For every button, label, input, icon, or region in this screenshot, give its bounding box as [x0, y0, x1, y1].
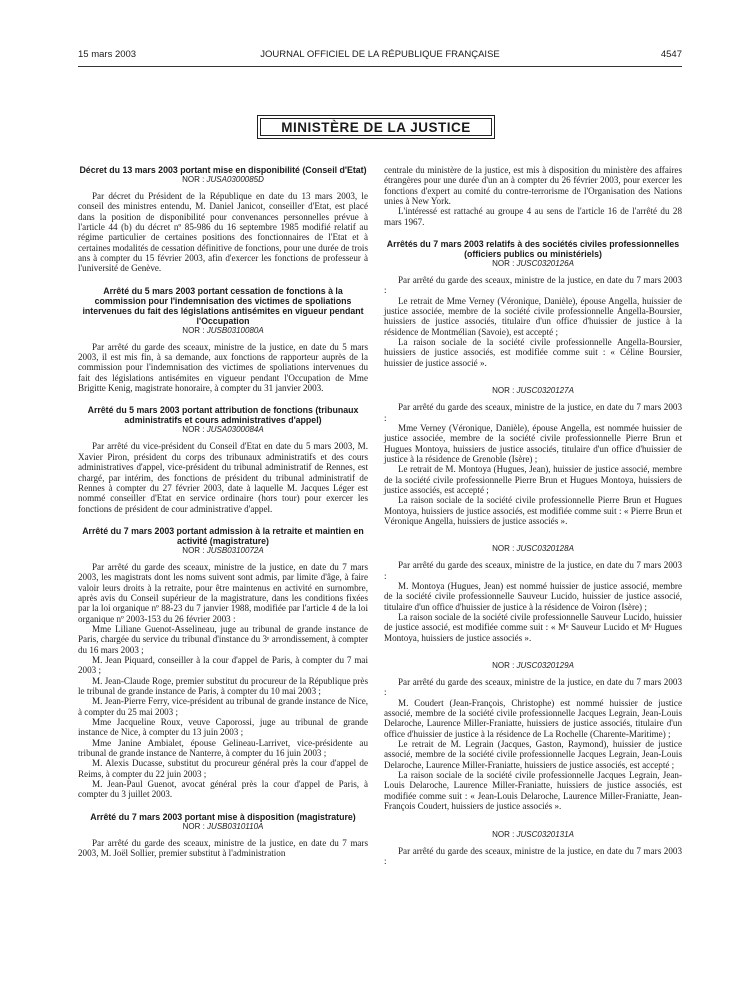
- right-column: [384, 165, 682, 866]
- paragraph: L'intéressé est rattaché au groupe 4 au sens de l'article 16 de l'arrêté du 28 mars 1967.: [384, 206, 682, 227]
- paragraph: M. Montoya (Hugues, Jean) est nommé huissier de justice associé, membre de la société civile professionnelle Sauveur Lucido, huissier de justice associé, titulaire d'un office d'huissier de justice à la résidence de Voiron (Isère) ;: [384, 580, 682, 612]
- nor-label: NOR :: [492, 259, 517, 269]
- section-title: Arrêtés du 7 mars 2003 relatifs à des sociétés civiles professionnelles (officiers publics ou ministériels): [386, 239, 680, 260]
- arrete-entry: [384, 830, 682, 867]
- issue-date: 15 mars 2003: [78, 49, 137, 60]
- section-title: Arrêté du 7 mars 2003 portant admission à la retraite et maintien en activité (magistrature): [82, 525, 364, 546]
- paragraph: La raison sociale de la société civile professionnelle Sauveur Lucido, huissier de justice associé, est modifiée comme suit : « Mᵉ Sauveur Lucido et Mᵉ Hugues Montoya, huissiers de justice associés ».: [384, 612, 682, 643]
- arrete-section: [78, 286, 368, 394]
- nor-label: NOR :: [182, 175, 207, 184]
- nor-reference: [384, 661, 682, 671]
- arrete-entry: [384, 386, 682, 526]
- paragraph: Par arrêté du vice-président du Conseil d'Etat en date du 5 mars 2003, M. Xavier Piron, président du corps des tribunaux administratifs et des cours administratives d'appel, vice-président du tribunal administratif de Rennes, est chargé, par intérim, des fonctions de président du tribunal administratif de Rennes à compter du 27 février 2003, date à laquelle M. Jacques Léger est nommé conseiller d'Etat en service ordinaire (hors tour) pour exercer les fonctions de président de cour administrative d'appel.: [78, 441, 368, 514]
- nor-label: NOR :: [182, 325, 207, 335]
- nor-reference: [384, 830, 682, 840]
- page-number: 4547: [660, 49, 682, 60]
- nor-code: JUSC0320126A: [516, 259, 574, 269]
- nor-label: NOR :: [182, 821, 208, 831]
- paragraph: La raison sociale de la société civile professionnelle Pierre Brun et Hugues Montoya, huissiers de justice associés, est modifiée comme suit : « Pierre Brun et Véronique Angella, huissiers de justice associés ».: [384, 495, 682, 526]
- nor-reference: [384, 259, 682, 269]
- ministry-heading: MINISTÈRE DE LA JUSTICE: [260, 118, 492, 136]
- ministry-heading-box: [257, 115, 495, 139]
- paragraph: Mme Janine Ambialet, épouse Gelineau-Larrivet, vice-présidente au tribunal de grande instance de Nanterre, à compter du 16 juin 2003 ;: [78, 737, 368, 759]
- journal-title: JOURNAL OFFICIEL DE LA RÉPUBLIQUE FRANÇAISE: [260, 49, 500, 60]
- paragraph: Par arrêté du garde des sceaux, ministre de la justice, en date du 7 mars 2003, les magistrats dont les noms suivent sont admis, par limite d'âge, à faire valoir leurs droits à la retraite, pour être maintenus en activité en surnombre, après avis du Conseil supérieur de la magistrature, dans les conditions fixées par la loi organique nº 88-23 du 7 janvier 1988, modifiée par l'article 4 de la loi organique nº 2003-153 du 26 février 2003 :: [78, 561, 368, 624]
- paragraph: centrale du ministère de la justice, est mis à disposition du ministère des affaires étrangères pour une durée d'un an à compter du 26 février 2003, pour exercer les fonctions d'expert au comité du contre-terrorisme de l'Organisation des Nations unies à New York.: [384, 165, 682, 207]
- nor-reference: [384, 386, 682, 396]
- paragraph: Le retrait de Mme Verney (Véronique, Danièle), épouse Angella, huissier de justice associée, membre de la société civile professionnelle Angella-Boursier, huissiers de justice associés, titulaire d'un office d'huissier de justice à la résidence de Montmélian (Savoie), est accepté ;: [384, 295, 682, 337]
- nor-reference: [384, 544, 682, 554]
- paragraph: Par arrêté du garde des sceaux, ministre de la justice, en date du 7 mars 2003, M. Joël Sollier, premier substitut à l'administration: [78, 837, 368, 859]
- nor-code: JUSC0320128A: [516, 544, 574, 554]
- arrete-section: [78, 526, 368, 800]
- paragraph: M. Alexis Ducasse, substitut du procureur général près la cour d'appel de Reims, à compter du 22 juin 2003 ;: [78, 758, 368, 779]
- page-header: [78, 49, 682, 65]
- continued-text: [384, 165, 682, 227]
- paragraph: Par décret du Président de la République en date du 13 mars 2003, le conseil des ministres entendu, M. Daniel Janicot, conseiller d'Etat, est placé dans la position de disponibilité pour convenances personnelles prévue à l'article 44 (b) du décret nº 85-986 du 16 septembre 1985 modifié relatif au régime particulier de certaines positions des fonctionnaires de l'Etat et à certaines modalités de cessation définitive de fonctions, pour une durée de trois ans à compter du 15 février 2003, afin d'exercer les fonctions de professeur à l'université de Genève.: [78, 191, 368, 274]
- paragraph: Mme Jacqueline Roux, veuve Caporossi, juge au tribunal de grande instance de Nice, à compter du 13 juin 2003 ;: [78, 717, 368, 738]
- paragraph: M. Coudert (Jean-François, Christophe) est nommé huissier de justice associé, membre de la société civile professionnelle Jacques Legrain, Jean-Louis Delaroche, Laurence Miller-Franiatte, huissiers de justice associés, titulaire d'un office d'huissier de justice à la résidence de La Rochelle (Charente-Maritime) ;: [384, 697, 682, 739]
- nor-reference: [78, 822, 368, 832]
- paragraph: Le retrait de M. Montoya (Hugues, Jean), huissier de justice associé, membre de la société civile professionnelle Pierre Brun et Hugues Montoya, huissiers de justice associés, est accepté ;: [384, 464, 682, 495]
- section-title: Décret du 13 mars 2003 portant mise en disponibilité (Conseil d'Etat): [79, 165, 367, 175]
- paragraph: M. Jean Piquard, conseiller à la cour d'appel de Paris, à compter du 7 mai 2003 ;: [78, 654, 368, 676]
- paragraph: Par arrêté du garde des sceaux, ministre de la justice, en date du 7 mars 2003 :: [384, 560, 682, 581]
- arretes-section: [384, 239, 682, 368]
- paragraph: Par arrêté du garde des sceaux, ministre de la justice, en date du 7 mars 2003 :: [384, 677, 682, 698]
- nor-reference: [78, 326, 368, 336]
- section-title: Arrêté du 5 mars 2003 portant attribution de fonctions (tribunaux administratifs et cours administratives d'appel): [87, 405, 359, 426]
- nor-code: JUSA0300085D: [206, 175, 264, 184]
- nor-code: JUSC0320127A: [516, 386, 574, 396]
- nor-label: NOR :: [492, 386, 517, 396]
- nor-label: NOR :: [182, 545, 207, 555]
- decree-section: [78, 165, 368, 274]
- section-title: Arrêté du 5 mars 2003 portant cessation de fonctions à la commission pour l'indemnisation des victimes de spoliations intervenues du fait des législations antisémites en vigueur pendant l'Occupation: [82, 285, 364, 326]
- nor-code: JUSB0310072A: [206, 545, 264, 555]
- nor-label: NOR :: [182, 425, 207, 435]
- left-column: [78, 165, 368, 858]
- paragraph: Mme Liliane Guenot-Asselineau, juge au tribunal de grande instance de Paris, chargée du service du tribunal d'instance du 3ᵉ arrondissement, à compter du 16 mars 2003 ;: [78, 623, 368, 655]
- paragraph: Par arrêté du garde des sceaux, ministre de la justice, en date du 7 mars 2003 :: [384, 275, 682, 296]
- nor-code: JUSA0300084A: [206, 425, 264, 435]
- nor-code: JUSB0310110A: [207, 821, 264, 831]
- paragraph: M. Jean-Claude Roge, premier substitut du procureur de la République près le tribunal de grande instance de Paris, à compter du 10 mai 2003 ;: [78, 675, 368, 696]
- paragraph: La raison sociale de la société civile professionnelle Jacques Legrain, Jean-Louis Delaroche, Laurence Miller-Franiatte, huissiers de justice associés, est modifiée comme suit : « Jean-Louis Delaroche, Laurence Miller-Franiatte, Jean-François Coudert, huissiers de justice associés ».: [384, 770, 682, 812]
- arrete-entry: [384, 661, 682, 811]
- nor-label: NOR :: [492, 544, 517, 554]
- section-title: Arrêté du 7 mars 2003 portant mise à disposition (magistrature): [90, 811, 356, 822]
- nor-reference: [78, 425, 368, 435]
- paragraph: M. Jean-Paul Guenot, avocat général près la cour d'appel de Paris, à compter du 3 juillet 2003.: [78, 779, 368, 800]
- paragraph: La raison sociale de la société civile professionnelle Angella-Boursier, huissiers de justice associés, est modifiée comme suit : « Céline Boursier, huissier de justice associé ».: [384, 337, 682, 368]
- paragraph: Par arrêté du garde des sceaux, ministre de la justice, en date du 7 mars 2003 :: [384, 402, 682, 423]
- paragraph: Par arrêté du garde des sceaux, ministre de la justice, en date du 5 mars 2003, il est mis fin, à sa demande, aux fonctions de rapporteur auprès de la commission pour l'indemnisation des victimes de spoliations intervenues du fait des législations antisémites en vigueur pendant l'Occupation de Mme Brigitte Kenig, magistrate honoraire, à compter du 31 janvier 2003.: [78, 341, 368, 394]
- paragraph: Mme Verney (Véronique, Danièle), épouse Angella, est nommée huissier de justice associée, membre de la société civile professionnelle Pierre Brun et Hugues Montoya, huissiers de justice associés, titulaire d'un office d'huissier de justice à la résidence de Grenoble (Isère) ;: [384, 422, 682, 464]
- nor-reference: [78, 175, 368, 185]
- paragraph: Le retrait de M. Legrain (Jacques, Gaston, Raymond), huissier de justice associé, membre de la société civile professionnelle Jacques Legrain, Jean-Louis Delaroche, Laurence Miller-Franiatte, huissiers de justice associés, est accepté ;: [384, 739, 682, 770]
- header-rule: [78, 66, 682, 67]
- arrete-section: [78, 812, 368, 859]
- nor-label: NOR :: [492, 661, 517, 671]
- arrete-entry: [384, 544, 682, 643]
- nor-code: JUSB0310080A: [206, 325, 264, 335]
- arrete-section: [78, 405, 368, 513]
- paragraph: M. Jean-Pierre Ferry, vice-président au tribunal de grande instance de Nice, à compter du 25 mai 2003 ;: [78, 696, 368, 717]
- nor-reference: [78, 546, 368, 556]
- paragraph: Par arrêté du garde des sceaux, ministre de la justice, en date du 7 mars 2003 :: [384, 845, 682, 866]
- nor-code: JUSC0320129A: [516, 661, 574, 671]
- nor-code: JUSC0320131A: [516, 829, 574, 839]
- nor-label: NOR :: [492, 829, 517, 839]
